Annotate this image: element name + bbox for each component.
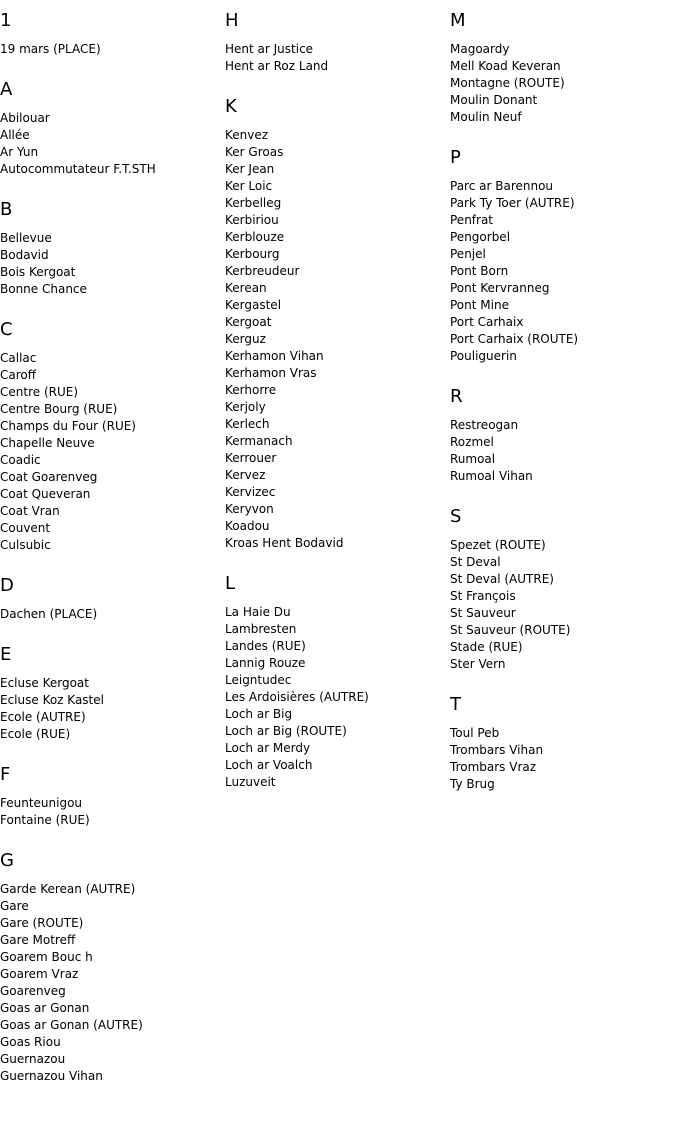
street-link[interactable]: Montagne (ROUTE) <box>450 76 565 90</box>
street-link[interactable]: Pouliguerin <box>450 349 517 363</box>
street-link[interactable]: Coat Vran <box>0 504 60 518</box>
street-link[interactable]: Champs du Four (RUE) <box>0 419 136 433</box>
letter-group <box>0 644 225 743</box>
street-link[interactable]: Trombars Vraz <box>450 760 537 774</box>
letter-heading: A <box>0 79 13 100</box>
street-link[interactable]: Ker Groas <box>225 145 284 159</box>
letter-group <box>225 96 450 552</box>
street-link[interactable]: Goas ar Gonan <box>0 1001 90 1015</box>
street-link[interactable]: Leigntudec <box>225 673 292 687</box>
street-link[interactable]: Coat Queveran <box>0 487 91 501</box>
street-link[interactable]: Port Carhaix <box>450 315 524 329</box>
street-link[interactable]: Kervez <box>225 468 266 482</box>
letter-group <box>450 10 675 126</box>
street-link[interactable]: Kerean <box>225 281 267 295</box>
street-link[interactable]: Kerguz <box>225 332 266 346</box>
street-link[interactable]: Ar Yun <box>0 145 39 159</box>
street-link[interactable]: Hent ar Roz Land <box>225 59 329 73</box>
street-link[interactable]: Ker Loic <box>225 179 273 193</box>
street-link[interactable]: Guernazou <box>0 1052 66 1066</box>
street-link[interactable]: Parc ar Barennou <box>450 179 554 193</box>
street-link[interactable]: Rumoal <box>450 452 496 466</box>
letter-group <box>0 319 225 554</box>
street-link[interactable]: Landes (RUE) <box>225 639 306 653</box>
street-link[interactable]: Kerblouze <box>225 230 285 244</box>
letter-heading: E <box>0 644 12 665</box>
street-link[interactable]: Ster Vern <box>450 657 506 671</box>
street-link[interactable]: Loch ar Big (ROUTE) <box>225 724 347 738</box>
street-link[interactable]: Moulin Neuf <box>450 110 522 124</box>
street-link[interactable]: Kerhorre <box>225 383 277 397</box>
street-link[interactable]: Spezet (ROUTE) <box>450 538 546 552</box>
street-link[interactable]: Kermanach <box>225 434 293 448</box>
street-link[interactable]: Centre (RUE) <box>0 385 79 399</box>
street-link[interactable]: Trombars Vihan <box>450 743 544 757</box>
street-link[interactable]: Les Ardoisières (AUTRE) <box>225 690 369 704</box>
letter-group <box>0 10 225 58</box>
street-link[interactable]: St Deval (AUTRE) <box>450 572 554 586</box>
street-link[interactable]: Pont Born <box>450 264 509 278</box>
street-link[interactable]: Keryvon <box>225 502 274 516</box>
index-column <box>225 10 450 812</box>
street-link[interactable]: Moulin Donant <box>450 93 538 107</box>
street-link[interactable]: Dachen (PLACE) <box>0 607 98 621</box>
street-link[interactable]: Bois Kergoat <box>0 265 76 279</box>
street-link[interactable]: Ecluse Kergoat <box>0 676 89 690</box>
street-link[interactable]: Penjel <box>450 247 486 261</box>
street-link[interactable]: Mell Koad Keveran <box>450 59 561 73</box>
street-link[interactable]: Coadic <box>0 453 41 467</box>
street-link[interactable]: Magoardy <box>450 42 510 56</box>
street-link[interactable]: Loch ar Voalch <box>225 758 313 772</box>
street-link[interactable]: Toul Peb <box>450 726 500 740</box>
street-link[interactable]: Fontaine (RUE) <box>0 813 90 827</box>
street-link[interactable]: Hent ar Justice <box>225 42 314 56</box>
street-link[interactable]: Bonne Chance <box>0 282 87 296</box>
letter-group <box>0 79 225 178</box>
street-link[interactable]: Loch ar Big <box>225 707 293 721</box>
street-link[interactable]: St François <box>450 589 516 603</box>
street-link[interactable]: Kerhamon Vihan <box>225 349 324 363</box>
letter-group <box>0 575 225 623</box>
street-link[interactable]: Kenvez <box>225 128 269 142</box>
street-link[interactable]: Autocommutateur F.T.STH <box>0 162 156 176</box>
street-link[interactable]: Kroas Hent Bodavid <box>225 536 344 550</box>
letter-group <box>0 199 225 298</box>
letter-heading: H <box>225 10 239 31</box>
street-link[interactable]: Goarenveg <box>0 984 66 998</box>
letter-heading: C <box>0 319 13 340</box>
street-link[interactable]: Guernazou Vihan <box>0 1069 103 1083</box>
street-link[interactable]: Gare Motreff <box>0 933 76 947</box>
letter-heading: R <box>450 386 463 407</box>
street-link[interactable]: Lambresten <box>225 622 297 636</box>
letter-heading: P <box>450 147 461 168</box>
street-link[interactable]: Ker Jean <box>225 162 275 176</box>
street-link[interactable]: Coat Goarenveg <box>0 470 98 484</box>
letter-heading: D <box>0 575 14 596</box>
street-link[interactable]: Culsubic <box>0 538 51 552</box>
street-link[interactable]: Goarem Bouc h <box>0 950 93 964</box>
street-link[interactable]: Koadou <box>225 519 270 533</box>
street-link[interactable]: Lannig Rouze <box>225 656 306 670</box>
letter-group <box>0 850 225 1085</box>
letter-heading: T <box>450 694 461 715</box>
street-link[interactable]: Kerlech <box>225 417 270 431</box>
street-link[interactable]: Kerbreudeur <box>225 264 300 278</box>
street-link[interactable]: Rozmel <box>450 435 494 449</box>
street-link[interactable]: Chapelle Neuve <box>0 436 95 450</box>
street-link[interactable]: Pengorbel <box>450 230 511 244</box>
street-link[interactable]: Bellevue <box>0 231 52 245</box>
street-link[interactable]: Callac <box>0 351 37 365</box>
street-link[interactable]: Ty Brug <box>450 777 495 791</box>
street-link[interactable]: Ecole (AUTRE) <box>0 710 86 724</box>
street-link[interactable]: St Sauveur <box>450 606 516 620</box>
street-link[interactable]: Kerhamon Vras <box>225 366 317 380</box>
street-link[interactable]: Centre Bourg (RUE) <box>0 402 118 416</box>
street-link[interactable]: 19 mars (PLACE) <box>0 42 101 56</box>
letter-heading: K <box>225 96 237 117</box>
street-link[interactable]: Caroff <box>0 368 37 382</box>
letter-heading: 1 <box>0 10 12 31</box>
street-link[interactable]: Bodavid <box>0 248 49 262</box>
street-link[interactable]: Kerbourg <box>225 247 280 261</box>
street-link[interactable]: Allée <box>0 128 30 142</box>
street-link[interactable]: Pont Kervranneg <box>450 281 550 295</box>
street-link[interactable]: Ecole (RUE) <box>0 727 71 741</box>
street-link[interactable]: Kerbelleg <box>225 196 282 210</box>
letter-heading: F <box>0 764 11 785</box>
letter-group <box>225 573 450 791</box>
street-link[interactable]: Ecluse Koz Kastel <box>0 693 104 707</box>
street-link[interactable]: Abilouar <box>0 111 50 125</box>
letter-heading: G <box>0 850 14 871</box>
street-link[interactable]: Restreogan <box>450 418 519 432</box>
street-link[interactable]: Park Ty Toer (AUTRE) <box>450 196 575 210</box>
street-link[interactable]: Goarem Vraz <box>0 967 79 981</box>
letter-group <box>450 147 675 365</box>
street-link[interactable]: Feunteunigou <box>0 796 83 810</box>
letter-group <box>225 10 450 75</box>
street-link[interactable]: Rumoal Vihan <box>450 469 533 483</box>
street-link[interactable]: Penfrat <box>450 213 494 227</box>
street-link[interactable]: Stade (RUE) <box>450 640 523 654</box>
street-link[interactable]: Kerjoly <box>225 400 266 414</box>
letter-heading: S <box>450 506 462 527</box>
letter-group <box>450 386 675 485</box>
street-link[interactable]: Luzuveit <box>225 775 276 789</box>
street-link[interactable]: Kerrouer <box>225 451 277 465</box>
street-link[interactable]: Goas Riou <box>0 1035 61 1049</box>
index-column <box>450 10 675 814</box>
street-link[interactable]: St Sauveur (ROUTE) <box>450 623 571 637</box>
street-link[interactable]: Kervizec <box>225 485 276 499</box>
street-link[interactable]: Couvent <box>0 521 51 535</box>
index-column <box>0 10 225 1106</box>
street-link[interactable]: Pont Mine <box>450 298 509 312</box>
street-link[interactable]: La Haie Du <box>225 605 291 619</box>
letter-heading: L <box>225 573 236 594</box>
street-link[interactable]: Kergastel <box>225 298 282 312</box>
street-link[interactable]: Gare (ROUTE) <box>0 916 84 930</box>
street-link[interactable]: Loch ar Merdy <box>225 741 311 755</box>
letter-heading: B <box>0 199 13 220</box>
street-link[interactable]: Goas ar Gonan (AUTRE) <box>0 1018 143 1032</box>
street-link[interactable]: Port Carhaix (ROUTE) <box>450 332 579 346</box>
letter-group <box>450 506 675 673</box>
letter-group <box>450 694 675 793</box>
street-link[interactable]: Gare <box>0 899 29 913</box>
street-link[interactable]: Kergoat <box>225 315 272 329</box>
street-link[interactable]: Kerbiriou <box>225 213 279 227</box>
letter-group <box>0 764 225 829</box>
street-link[interactable]: St Deval <box>450 555 501 569</box>
letter-heading: M <box>450 10 466 31</box>
street-link[interactable]: Garde Kerean (AUTRE) <box>0 882 136 896</box>
